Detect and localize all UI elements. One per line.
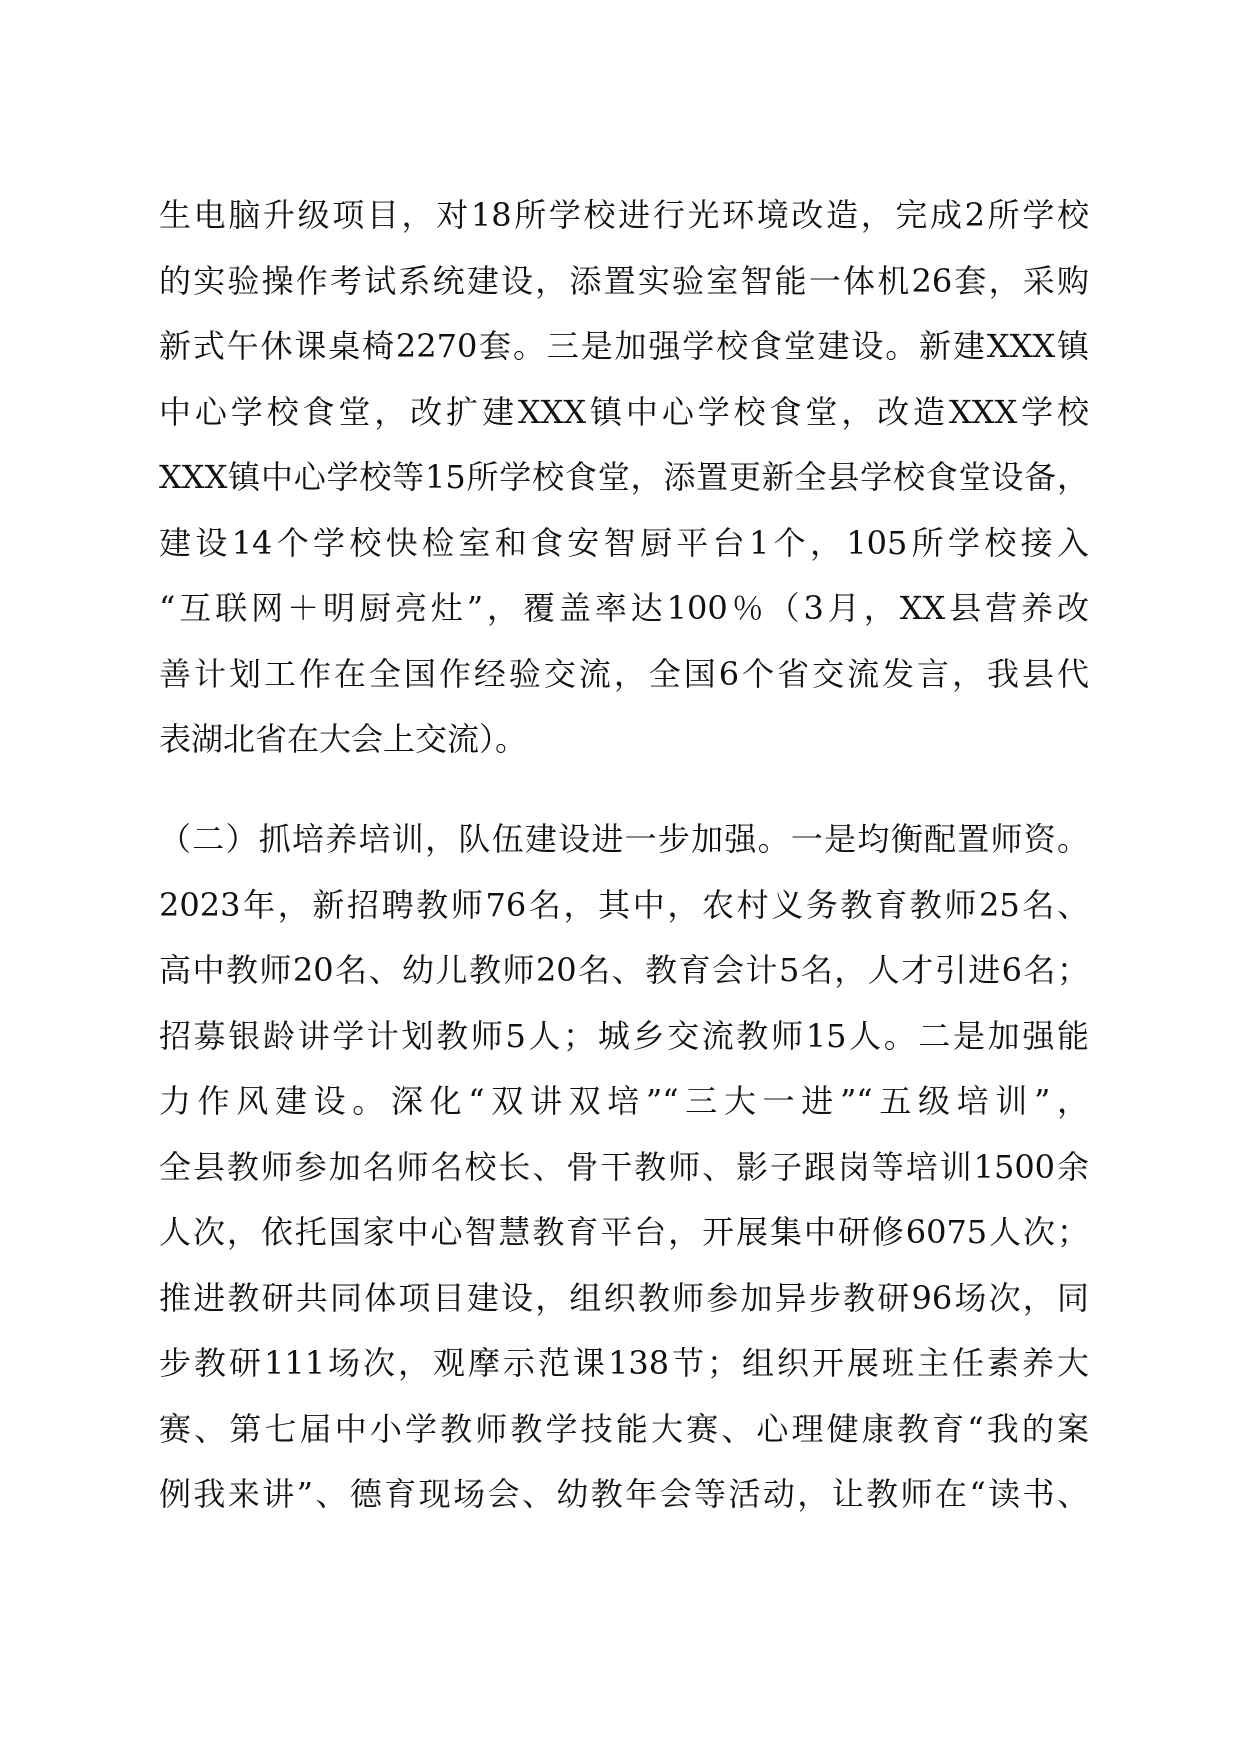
paragraph-line: 推进教研共同体项目建设，组织教师参加异步教研96场次，同: [159, 1278, 1089, 1317]
paragraph-line: 建设14个学校快检室和食安智厨平台1个，105所学校接入: [159, 523, 1089, 562]
paragraph-line: 的实验操作考试系统建设，添置实验室智能一体机26套，采购: [159, 261, 1089, 300]
paragraph-line: XXX镇中心学校等15所学校食堂，添置更新全县学校食堂设备，: [159, 458, 1089, 496]
paragraph-line: 2023年，新招聘教师76名，其中，农村义务教育教师25名、: [159, 885, 1089, 924]
section-heading-line: （二）抓培养培训，队伍建设进一步加强。一是均衡配置师资。: [159, 820, 1089, 858]
paragraph-teacher-training: [159, 807, 1089, 1528]
paragraph-line: 全县教师参加名师名校长、骨干教师、影子跟岗等培训1500余: [159, 1147, 1089, 1186]
paragraph-line: 善计划工作在全国作经验交流，全国6个省交流发言，我县代: [159, 654, 1089, 693]
paragraph-line: “互联网＋明厨亮灶”，覆盖率达100％（3月，XX县营养改: [159, 589, 1089, 627]
paragraph-line: 新式午休课桌椅2270套。三是加强学校食堂建设。新建XXX镇: [159, 327, 1089, 365]
paragraph-line: 表湖北省在大会上交流）。: [159, 720, 528, 758]
paragraph-line: 力作风建设。深化“双讲双培”“三大一进”“五级培训”，: [159, 1082, 1089, 1120]
paragraph-line: 例我来讲”、德育现场会、幼教年会等活动，让教师在“读书、: [159, 1475, 1089, 1513]
paragraph-line: 人次，依托国家中心智慧教育平台，开展集中研修6075人次；: [159, 1213, 1089, 1251]
paragraph-line: 生电脑升级项目，对18所学校进行光环境改造，完成2所学校: [159, 196, 1089, 234]
paragraph-line: 步教研111场次，观摩示范课138节；组织开展班主任素养大: [159, 1344, 1089, 1382]
paragraph-line: 中心学校食堂，改扩建XXX镇中心学校食堂，改造XXX学校: [159, 392, 1089, 431]
paragraph-line: 高中教师20名、幼儿教师20名、教育会计5名，人才引进6名；: [159, 951, 1089, 989]
paragraph-school-facilities: [159, 183, 1089, 773]
paragraph-line: 招募银龄讲学计划教师5人；城乡交流教师15人。二是加强能: [159, 1016, 1089, 1055]
paragraph-line: 赛、第七届中小学教师教学技能大赛、心理健康教育“我的案: [159, 1409, 1089, 1448]
